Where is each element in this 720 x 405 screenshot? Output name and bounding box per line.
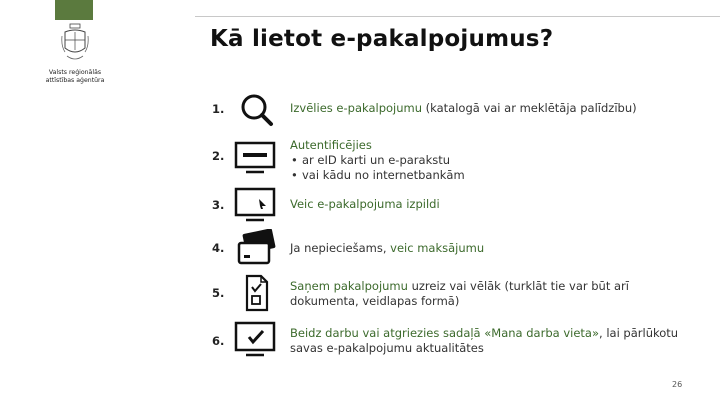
step-lead: Autentificējies: [290, 138, 372, 152]
auth-options-list: [290, 153, 700, 183]
step-number: 6.: [212, 334, 225, 348]
document-icon: [232, 273, 280, 313]
step-text: [290, 197, 700, 212]
step-text: [290, 101, 700, 116]
step-lead: Saņem pakalpojumu: [290, 279, 408, 293]
agency-name-line2: attīstības aģentūra: [45, 77, 105, 84]
title-divider: [195, 16, 720, 17]
step-lead: Veic e-pakalpojuma izpildi: [290, 197, 440, 211]
search-icon: [232, 90, 280, 130]
list-item: • ar eID karti un e-parakstu: [290, 153, 700, 168]
step-text: [290, 279, 700, 309]
payment-cards-icon: [232, 229, 280, 269]
step-number: 1.: [212, 102, 225, 116]
list-item: • vai kādu no internetbankām: [290, 168, 700, 183]
agency-name-line1: Valsts reģionālās: [48, 69, 102, 76]
step-text: [290, 241, 700, 256]
step-pre: Ja nepieciešams,: [290, 241, 391, 255]
step-number: 3.: [212, 198, 225, 212]
login-monitor-icon: [232, 137, 280, 177]
step-text: [290, 326, 700, 356]
agency-logo: [35, 22, 115, 92]
step-lead: Beidz darbu vai atgriezies sadaļā «Mana darba vieta»: [290, 326, 600, 340]
step-number: 4.: [212, 241, 225, 255]
coat-of-arms-icon: [61, 22, 89, 64]
step-rest: , lai pārlūkotu savas e-pakalpojumu aktualitātes: [290, 326, 679, 355]
step-rest: (katalogā vai ar meklētāja palīdzību): [422, 101, 637, 115]
step-lead: Izvēlies e-pakalpojumu: [290, 101, 423, 115]
step-lead: veic maksājumu: [390, 241, 485, 255]
step-number: 2.: [212, 149, 225, 163]
monitor-cursor-icon: [232, 185, 280, 225]
agency-name: [35, 69, 115, 85]
top-green-bar: [55, 0, 93, 20]
step-number: 5.: [212, 286, 225, 300]
monitor-checkmark-icon: [232, 320, 280, 360]
step-rest: uzreiz vai vēlāk (turklāt tie var būt arī dokumenta, veidlapas formā): [290, 279, 629, 308]
page-title: Kā lietot e-pakalpojumus?: [210, 26, 554, 52]
step-text: [290, 138, 700, 183]
page-number: 26: [672, 380, 683, 389]
